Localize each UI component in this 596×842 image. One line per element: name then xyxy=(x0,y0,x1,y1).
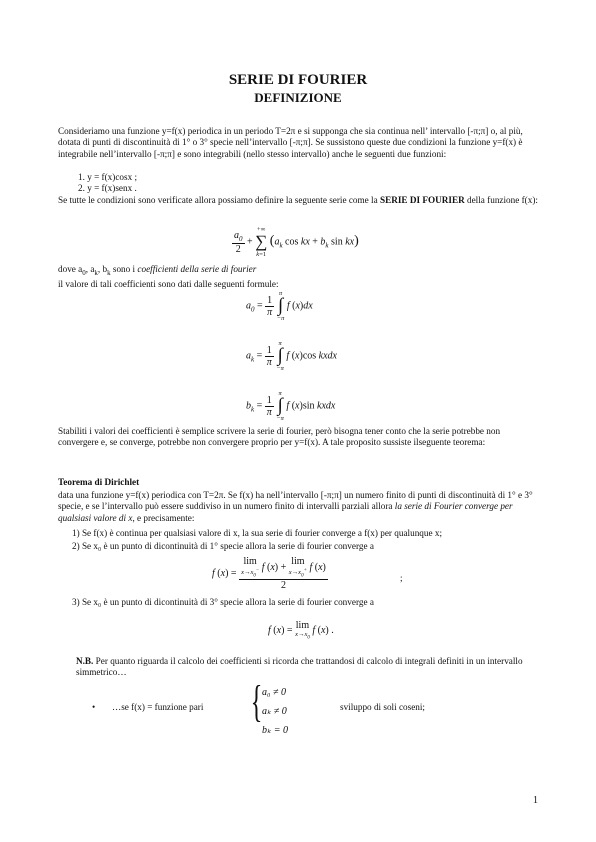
dirichlet-title: Teorema di Dirichlet xyxy=(58,477,140,487)
condition-ak: aₖ ≠ 0 xyxy=(262,706,287,717)
after-coefficients-paragraph: Stabiliti i valori dei coefficienti è semplice scrivere la serie di fourier, però bisogna tener conto che la serie potrebbe non convergere e, se converge, potrebbe non convergere proprio per y=f(x). A tale proposito sussiste ilseguente teorema: xyxy=(58,426,501,448)
list-item: 2. y = f(x)senx . xyxy=(78,183,137,194)
dirichlet-limit-formula: f (x) = lim $x\to x_0^-$ f (x) + lim $x\to x_0^+$ f (x) 2 xyxy=(212,556,326,592)
fourier-series-formula: $\frac{a_0}{2}$ + +∞ ∑ k=1 ($a_k$ cos kx + $b_k$ sin kx) xyxy=(234,226,359,258)
bullet-text: …se f(x) = funzione pari xyxy=(112,702,204,712)
ak-formula: $a_k$ = $\frac{1}{\pi}$ π ∫ −π f (x)cos kxdx xyxy=(246,340,337,372)
list-item: 1. y = f(x)cosx ; xyxy=(78,172,138,182)
dirichlet-item-1: 1) Se f(x) è continua per qualsiasi valore di x, la sua serie di fourier converge a f(x) per qualunque x; xyxy=(72,528,443,538)
conditions-system xyxy=(262,683,288,740)
bk-formula: $b_k$ = $\frac{1}{\pi}$ π ∫ −π f (x)sin kxdx xyxy=(246,390,336,422)
dirichlet-item-2: 2) Se x₀ è un punto di dicontinuità di 1° specie allora la serie di fourier converge a xyxy=(72,541,374,551)
dirichlet-paragraph: data una funzione y=f(x) periodica con T=2π. Se f(x) ha nell’intervallo [-π;π] un numero finito di punti di discontinuità di 1° e 3° specie, e se l’intervallo può essere suddiviso in un numero finito di intervalli parziali allora la serie di Fourier converge per qualsiasi valore di x, e precisamente: xyxy=(58,490,533,523)
condition-a0: a₀ ≠ 0 xyxy=(262,687,286,698)
one-sided-limit-formula: f (x) = lim $x\to x_0$ f (x) . xyxy=(268,620,334,641)
intro-paragraph: Consideriamo una funzione y=f(x) periodica in un periodo T=2π e si supponga che sia continua nell’ intervallo [-π;π] o, al più, dotata di punti di discontinuità di 1° o 3° specie nell’intervallo [-π;π]. Se sussistono queste due condizioni la funzione y=f(x) è integrabile nell’intervallo [-π;π] e sono integrabili (nello stesso intervallo) anche le seguenti due funzioni: xyxy=(58,126,523,159)
bullet-dot: • xyxy=(92,702,96,712)
function-list xyxy=(78,172,558,195)
page-number: 1 xyxy=(533,795,538,806)
condition-bk: bₖ = 0 xyxy=(262,725,289,736)
coefficients-paragraph: dove $a_0$, $a_k$, $b_k$ sono i coefficienti della serie di fourier il valore di tali coefficienti sono dati dalle seguenti formule: xyxy=(58,264,279,290)
page-subtitle: DEFINIZIONE xyxy=(254,90,342,105)
nb-paragraph: N.B. Per quanto riguarda il calcolo dei coefficienti si ricorda che trattandosi di calcolo di integrali definiti in un intervallo simmetrico… xyxy=(76,656,523,678)
dirichlet-item-3: 3) Se x₀ è un punto di dicontinuità di 3° specie allora la serie di fourier converge a xyxy=(72,597,374,607)
a0-formula: $a_0$ = $\frac{1}{\pi}$ π ∫ −π f (x)dx xyxy=(246,290,313,322)
series-intro: Se tutte le condizioni sono verificate allora possiamo definire la seguente serie come la SERIE DI FOURIER della funzione f(x): xyxy=(58,195,538,205)
conditions-brace: { xyxy=(250,677,263,726)
formula-semicolon: ; xyxy=(400,573,403,583)
bullet-result: sviluppo di soli coseni; xyxy=(340,702,425,712)
page-title: SERIE DI FOURIER xyxy=(228,72,368,88)
